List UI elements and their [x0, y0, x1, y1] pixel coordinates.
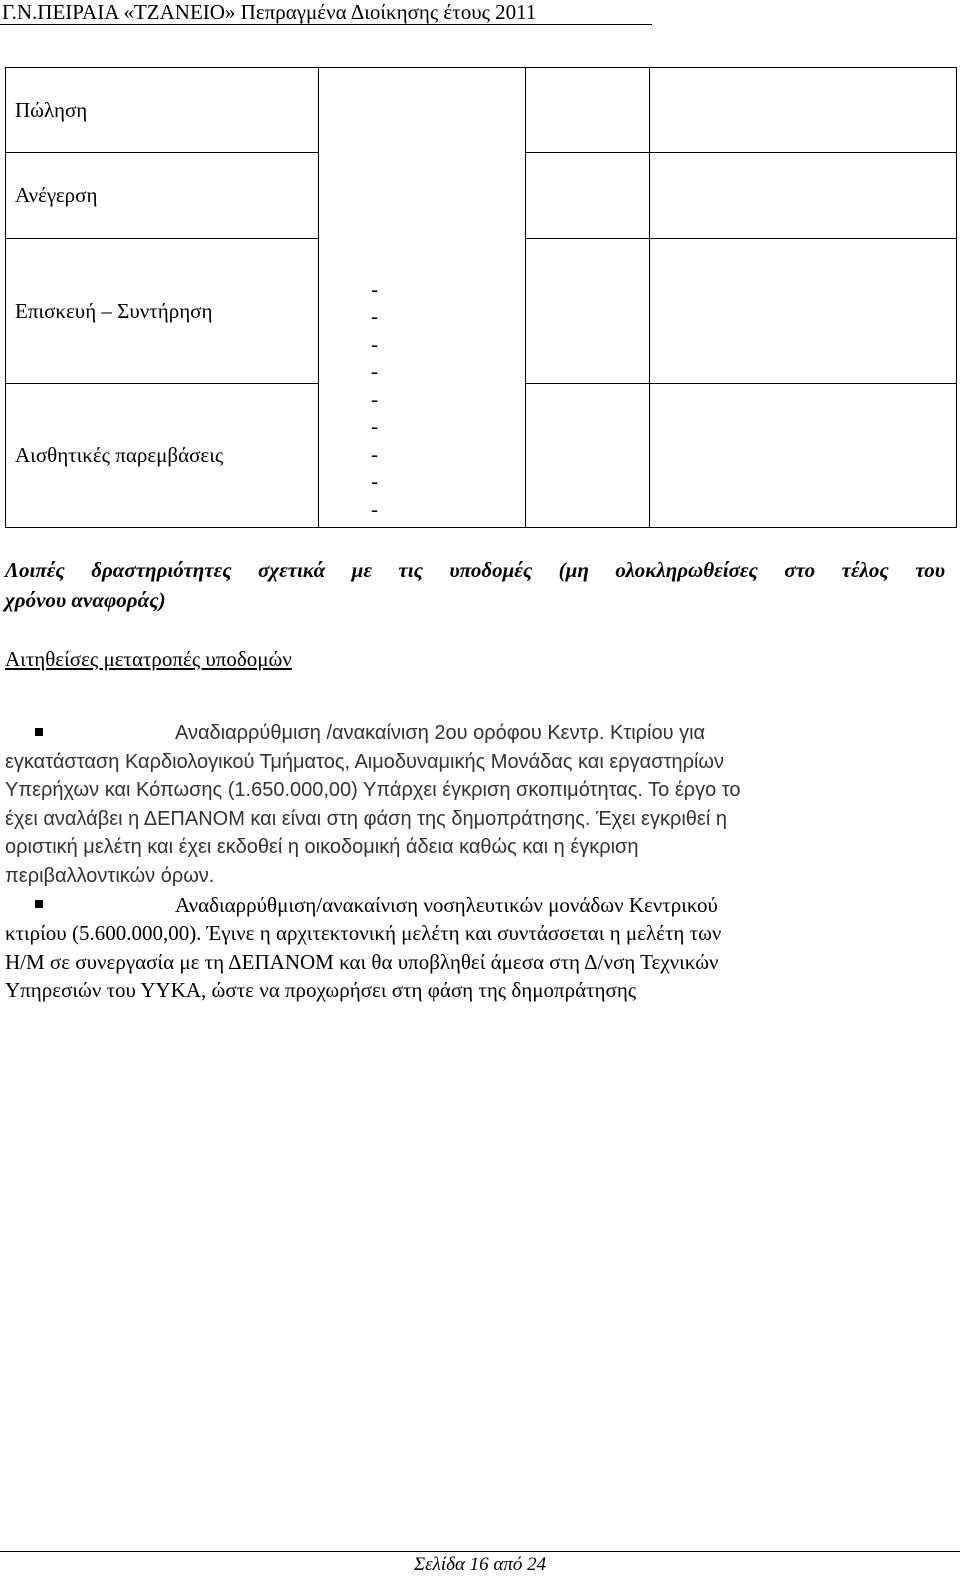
bullet-line: περιβαλλοντικών όρων. [5, 864, 215, 887]
bullet-first-line: Αναδιαρρύθμιση /ανακαίνιση 2ου ορόφου Κεντρ. Κτιρίου για [175, 722, 706, 744]
section-heading-line2: χρόνου αναφοράς) [5, 588, 166, 612]
page-number: Σελίδα 16 από 24 [413, 1554, 547, 1575]
cell-empty [526, 384, 650, 528]
row-label-repair: Επισκευή – Συντήρηση [6, 239, 319, 384]
dash: - [371, 386, 378, 411]
row-label-sale: Πώληση [6, 68, 319, 153]
bullet-list [5, 719, 942, 1005]
dash: - [371, 441, 378, 466]
table-row [6, 68, 957, 153]
footer-rule [0, 1551, 960, 1552]
section-heading [5, 555, 945, 615]
bullet-line: οριστική μελέτη και έχει εκδοθεί η οικοδομική άδεια καθώς και η έγκριση [5, 836, 639, 859]
cell-empty [650, 68, 957, 153]
dash: - [371, 469, 378, 493]
bullet-item-cardiology [5, 719, 942, 891]
cell-empty [526, 68, 650, 153]
dash: - [371, 496, 378, 521]
bullet-item-nursing-units [5, 891, 942, 1005]
section-heading-line1: Λοιπές δραστηριότητες σχετικά με τις υποδομές (μη ολοκληρωθείσες στο τέλος του [5, 558, 945, 582]
bullet-line: έχει αναλάβει η ΔΕΠΑΝΟΜ και είναι στη φάση της δημοπράτησης. Έχει εγκριθεί η [5, 807, 727, 830]
bullet-line: Υπηρεσιών του ΥΥΚΑ, ώστε να προχωρήσει στη φάση της δημοπράτησης [5, 978, 637, 1003]
dash: - [371, 414, 378, 438]
cell-empty [526, 153, 650, 239]
bullet-line: κτιρίου (5.600.000,00). Έγινε η αρχιτεκτονική μελέτη και συντάσσεται η μελέτη των [5, 921, 722, 946]
bullet-line: εγκατάσταση Καρδιολογικού Τμήματος, Αιμοδυναμικής Μονάδας και εργαστηρίων [5, 750, 725, 773]
bullet-square-icon [35, 900, 43, 908]
bullet-first-line: Αναδιαρρύθμιση/ανακαίνιση νοσηλευτικών μονάδων Κεντρικού [175, 892, 718, 917]
infrastructure-table [5, 67, 957, 528]
row-label-construction: Ανέγερση [6, 153, 319, 239]
dash: - [371, 331, 378, 356]
cell-empty [650, 153, 957, 239]
bullet-line: Η/Μ σε συνεργασία με τη ΔΕΠΑΝΟΜ και θα υποβληθεί άμεσα στη Δ/νση Τεχνικών [5, 949, 719, 974]
dash: - [371, 359, 378, 383]
cell-empty [650, 384, 957, 528]
bullet-square-icon [35, 728, 43, 736]
section-subheading: Αιτηθείσες μετατροπές υποδομών [5, 647, 292, 671]
row-label-aesthetic: Αισθητικές παρεμβάσεις [6, 384, 319, 528]
page-header: Γ.Ν.ΠΕΙΡΑΙΑ «ΤΖΑΝΕΙΟ» Πεπραγμένα Διοίκησης έτους 2011 [0, 0, 652, 25]
dash-column [319, 68, 526, 528]
dash: - [371, 304, 378, 328]
cell-empty [650, 239, 957, 384]
dash: - [371, 276, 378, 301]
cell-empty [526, 239, 650, 384]
bullet-line: Υπερήχων και Κόπωσης (1.650.000,00) Υπάρχει έγκριση σκοπιμότητας. Το έργο το [5, 779, 741, 802]
